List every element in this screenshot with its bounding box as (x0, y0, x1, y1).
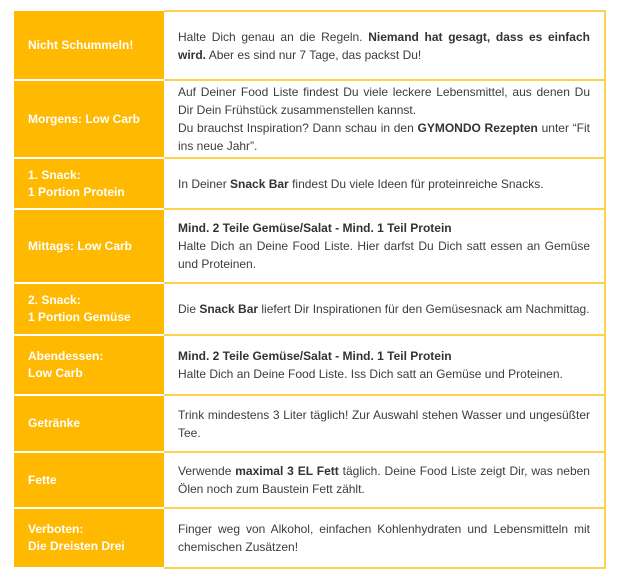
row-label: Getränke (14, 395, 164, 452)
row-text (164, 395, 605, 452)
meal-rules-table (14, 10, 606, 569)
table-row (14, 335, 605, 395)
row-label: Mittags: Low Carb (14, 209, 164, 283)
text: Du brauchst Inspiration? Dann schau in den (178, 121, 418, 135)
table-row (14, 209, 605, 283)
label-line: Verboten: (28, 522, 84, 536)
bold-text: Snack Bar (230, 176, 289, 191)
row-text (164, 335, 605, 395)
row-label (14, 508, 164, 568)
row-text (164, 209, 605, 283)
text: liefert Dir Inspirationen für den Gemüsesnack am Nachmittag. (258, 302, 590, 316)
table-row (14, 80, 605, 158)
text: Halte Dich an Deine Food Liste. Iss Dich satt an Gemüse und Proteinen. (178, 367, 563, 381)
label-line: Die Dreisten Drei (28, 539, 125, 553)
row-text (164, 452, 605, 508)
text: In Deiner (178, 176, 231, 191)
bold-text: maximal 3 EL Fett (235, 464, 339, 478)
table-row (14, 158, 605, 209)
text: Trink mindestens 3 Liter täglich! Zur Auswahl stehen Wasser und ungesüßter Tee. (178, 407, 590, 440)
text: Die (178, 302, 200, 316)
table-row (14, 395, 605, 452)
table-row (14, 508, 605, 568)
bold-text: Mind. 2 Teile Gemüse/Salat - Mind. 1 Teil Protein (178, 349, 452, 363)
row-label: Fette (14, 452, 164, 508)
row-text (164, 158, 605, 209)
text: Verwende (178, 464, 236, 478)
text: täglich. Deine Food Liste zeigt Dir, was neben Ölen noch zum Baustein Fett zählt. (178, 464, 590, 496)
table-row (14, 283, 605, 335)
text: Aber es sind nur 7 Tage, das packst Du! (206, 47, 422, 62)
text: Auf Deiner Food Liste findest Du viele leckere Lebensmittel, aus denen Du Dir Dein Frühstück zusammenstellen kannst. (178, 85, 590, 117)
row-text (164, 283, 605, 335)
row-label (14, 335, 164, 395)
label-line: Low Carb (28, 366, 83, 380)
label-line: 2. Snack: (28, 293, 81, 307)
bold-text: Mind. 2 Teile Gemüse/Salat - Mind. 1 Teil Protein (178, 221, 452, 235)
label-line: 1. Snack: (28, 167, 81, 182)
row-label: Morgens: Low Carb (14, 80, 164, 158)
bold-text: GYMONDO Rezepten (417, 121, 538, 135)
table-row (14, 452, 605, 508)
text: Finger weg von Alkohol, einfachen Kohlenhydraten und Lebensmitteln mit chemischen Zusätzen! (178, 522, 590, 554)
label-line: 1 Portion Protein (28, 184, 125, 199)
label-line: Abendessen: (28, 349, 104, 363)
row-label (14, 283, 164, 335)
bold-text: Niemand hat gesagt, dass es einfach wird. (178, 29, 590, 62)
text: findest Du viele Ideen für proteinreiche Snacks. (288, 176, 544, 191)
row-text (164, 80, 605, 158)
row-text (164, 11, 605, 80)
row-label: Nicht Schummeln! (14, 11, 164, 80)
text: Halte Dich genau an die Regeln. (178, 29, 369, 44)
table-row (14, 11, 605, 80)
bold-text: Snack Bar (199, 302, 259, 316)
text: Halte Dich an Deine Food Liste. Hier darfst Du Dich satt essen an Gemüse und Proteinen. (178, 239, 590, 271)
text: unter “Fit ins neue Jahr”. (178, 121, 590, 153)
row-text (164, 508, 605, 568)
row-label (14, 158, 164, 209)
label-line: 1 Portion Gemüse (28, 310, 131, 324)
